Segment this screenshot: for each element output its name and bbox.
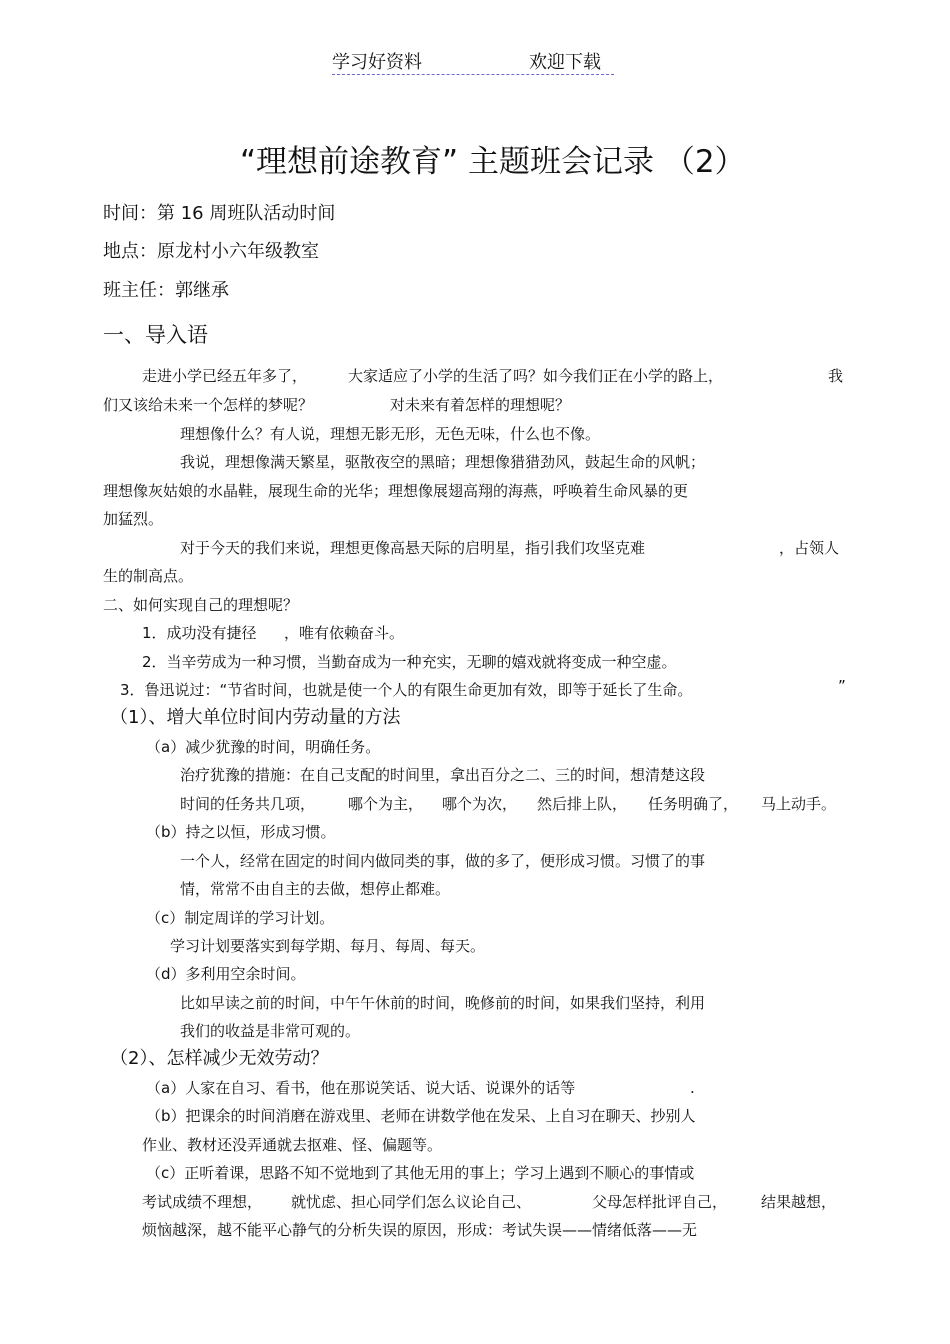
section2-heading: 二、如何实现自己的理想呢？ xyxy=(103,596,299,614)
part1-c-label: （c）制定周详的学习计划。 xyxy=(146,909,335,927)
section1-p3-c: 加猛烈。 xyxy=(103,510,164,528)
part2-a-text1: （a）人家在自习、看书，他在那说笑话、说大话、说课外的话等 xyxy=(146,1079,576,1097)
part2-b-text1: （b）把课余的时间消磨在游戏里、老师在讲数学他在发呆、上自习在聊天、抄别人 xyxy=(146,1107,696,1125)
part1-a-label: （a）减少犹豫的时间，明确任务。 xyxy=(146,738,381,756)
part1-d-label: （d）多利用空余时间。 xyxy=(146,965,306,983)
section2-item1-a: 1．成功没有捷径 xyxy=(142,624,257,642)
part1-a-text3: 哪个为主， xyxy=(348,795,424,813)
section1-p4-c: 生的制高点。 xyxy=(103,567,194,585)
part1-d-text2: 我们的收益是非常可观的。 xyxy=(180,1022,361,1040)
part1-a-text7: 马上动手。 xyxy=(761,795,837,813)
part2-c-text4: 父母怎样批评自己， xyxy=(592,1193,728,1211)
part2-c-text5: 结果越想， xyxy=(761,1193,837,1211)
section2-item1-b: ，唯有依赖奋斗。 xyxy=(284,624,405,642)
meta-place: 地点：原龙村小六年级教室 xyxy=(103,241,319,262)
header-right-text: 欢迎下载 xyxy=(529,52,601,73)
part2-heading: （2）、怎样减少无效劳动？ xyxy=(110,1048,329,1069)
part2-c-text2: 考试成绩不理想， xyxy=(142,1193,263,1211)
section1-p4-a: 对于今天的我们来说，理想更像高悬天际的启明星，指引我们攻坚克难 xyxy=(180,539,646,557)
part2-c-text1: （c）正听着课，思路不知不觉地到了其他无用的事上；学习上遇到不顺心的事情或 xyxy=(146,1164,695,1182)
section1-p1-b: 大家适应了小学的生活了吗？如今我们正在小学的路上， xyxy=(348,367,724,385)
section2-item2: 2．当辛劳成为一种习惯，当勤奋成为一种充实，无聊的嬉戏就将变成一种空虚。 xyxy=(142,653,677,671)
page-header xyxy=(332,46,614,75)
part1-b-text1: 一个人，经常在固定的时间内做同类的事，做的多了，便形成习惯。习惯了的事 xyxy=(180,852,706,870)
section2-item3-b: ” xyxy=(838,677,846,695)
section1-p2: 理想像什么？有人说，理想无影无形，无色无味，什么也不像。 xyxy=(180,425,601,443)
part1-a-text4: 哪个为次， xyxy=(442,795,518,813)
part2-b-text2: 作业、教材还没弄通就去抠难、怪、偏题等。 xyxy=(142,1136,443,1154)
section1-p3-b: 理想像灰姑娘的水晶鞋，展现生命的光华；理想像展翅高翔的海燕，呼唤着生命风暴的更 xyxy=(103,482,689,500)
part1-heading: （1）、增大单位时间内劳动量的方法 xyxy=(110,707,401,728)
part1-b-label: （b）持之以恒，形成习惯。 xyxy=(146,823,336,841)
part2-a-text2: . xyxy=(690,1079,695,1097)
meta-time: 时间：第 16 周班队活动时间 xyxy=(103,203,336,224)
section1-p4-b: ，占领人 xyxy=(779,539,840,557)
part1-d-text1: 比如早读之前的时间，中午午休前的时间，晚修前的时间，如果我们坚持，利用 xyxy=(180,994,706,1012)
part1-b-text2: 情，常常不由自主的去做，想停止都难。 xyxy=(180,880,451,898)
part1-a-text1: 治疗犹豫的措施：在自己支配的时间里，拿出百分之二、三的时间，想清楚这段 xyxy=(180,766,706,784)
meta-teacher: 班主任：郭继承 xyxy=(103,280,229,301)
section1-p3-a: 我说，理想像满天繁星，驱散夜空的黑暗；理想像猎猎劲风，鼓起生命的风帆； xyxy=(180,453,706,471)
part2-c-text3: 就忧虑、担心同学们怎么议论自己、 xyxy=(291,1193,532,1211)
part2-c-text6: 烦恼越深，越不能平心静气的分析失误的原因，形成：考试失误——情绪低落——无 xyxy=(142,1221,698,1239)
section1-p1-e: 对未来有着怎样的理想呢？ xyxy=(390,396,571,414)
part1-a-text2: 时间的任务共几项， xyxy=(180,795,316,813)
part1-a-text5: 然后排上队， xyxy=(537,795,628,813)
section1-p1-d: 们又该给未来一个怎样的梦呢？ xyxy=(103,396,314,414)
part1-c-text1: 学习计划要落实到每学期、每月、每周、每天。 xyxy=(170,937,486,955)
section2-item3-a: 3．鲁迅说过：“节省时间，也就是使一个人的有限生命更加有效，即等于延长了生命。 xyxy=(120,681,693,699)
header-left-text: 学习好资料 xyxy=(332,52,422,73)
document-title: “理想前途教育” 主题班会记录 （2） xyxy=(240,144,746,180)
section1-heading: 一、导入语 xyxy=(103,323,208,347)
part1-a-text6: 任务明确了， xyxy=(648,795,739,813)
section1-p1-c: 我 xyxy=(828,367,844,385)
section1-p1-a: 走进小学已经五年多了， xyxy=(142,367,308,385)
